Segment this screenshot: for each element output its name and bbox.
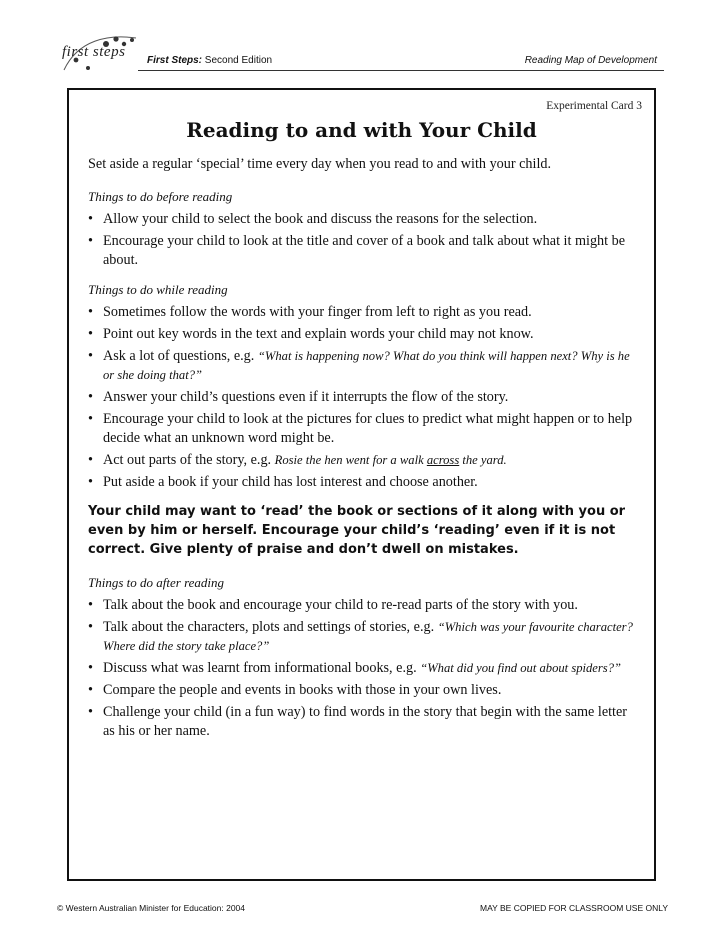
first-steps-logo [58,30,142,78]
bullet-icon: • [88,597,93,613]
list-item: • Ask a lot of questions, e.g. “What is happening now? What do you think will happen next? Why is he or she doing that?” [88,348,630,382]
list-item: • Allow your child to select the book and discuss the reasons for the selection. [88,211,538,227]
during-list [88,303,640,492]
edition: Second Edition [204,55,273,66]
bullet-icon: • [88,660,93,676]
example-text: Rosie the hen went for a walk across the yard. [274,453,507,467]
list-item: • Put aside a book if your child has lost interest and choose another. [88,474,478,490]
after-heading: Things to do after reading [88,575,225,590]
series-name: First Steps: [147,55,203,66]
example-text: “Which was your favourite character? Where did the story take place?” [103,620,633,653]
list-item: • Discuss what was learnt from informational books, e.g. “What did you find out about spiders?” [88,660,621,676]
list-item: • Encourage your child to look at the pictures for clues to predict what might happen or to help decide what an unknown word might be. [88,411,633,446]
bullet-icon: • [88,233,93,249]
intro-text: Set aside a regular ‘special’ time every day when you read to and with your child. [88,156,552,172]
page-title: Reading to and with Your Child [186,118,537,142]
bullet-icon: • [88,452,93,468]
list-item: • Act out parts of the story, e.g. Rosie the hen went for a walk across the yard. [88,452,507,468]
header-series [147,55,272,66]
list-item: • Encourage your child to look at the title and cover of a book and talk about what it might be about. [88,233,626,268]
bullet-icon: • [88,474,93,490]
list-item: • Point out key words in the text and explain words your child may not know. [88,326,534,342]
bullet-icon: • [88,411,93,427]
list-item: • Talk about the characters, plots and settings of stories, e.g. “Which was your favourite character? Where did the story take place?” [88,619,633,653]
card-content [88,155,640,751]
bullet-icon: • [88,304,93,320]
bullet-icon: • [88,348,93,364]
during-heading: Things to do while reading [88,282,228,297]
example-text: “What is happening now? What do you think will happen next? Why is he or she doing that?” [103,349,630,382]
bullet-icon: • [88,704,93,720]
bullet-icon: • [88,326,93,342]
before-list [88,210,640,270]
bullet-icon: • [88,619,93,635]
card-label: Experimental Card 3 [546,100,642,112]
list-item: • Talk about the book and encourage your child to re-read parts of the story with you. [88,597,578,613]
list-item: • Compare the people and events in books with those in your own lives. [88,682,502,698]
list-item: • Challenge your child (in a fun way) to find words in the story that begin with the same letter as his or her name. [88,704,628,739]
example-text: “What did you find out about spiders?” [420,661,621,675]
logo-text: first steps [62,44,126,60]
bullet-icon: • [88,211,93,227]
footer-permission: MAY BE COPIED FOR CLASSROOM USE ONLY [480,903,668,913]
list-item: • Sometimes follow the words with your finger from left to right as you read. [88,304,532,320]
header-section: Reading Map of Development [524,55,657,66]
footer-copyright: © Western Australian Minister for Education: 2004 [57,903,246,913]
bullet-icon: • [88,389,93,405]
emphasis-paragraph: Your child may want to ‘read’ the book or sections of it along with you or even by him or herself. Encourage your child’s ‘reading’ even if it is not correct. Give plenty of praise and don’t dwell on mistakes. [88,504,626,557]
experimental-card [67,88,656,881]
bullet-icon: • [88,682,93,698]
before-heading: Things to do before reading [88,189,233,204]
header-rule [138,70,664,71]
list-item: • Answer your child’s questions even if it interrupts the flow of the story. [88,389,509,405]
underlined-word: across [426,453,460,467]
after-list [88,596,640,741]
